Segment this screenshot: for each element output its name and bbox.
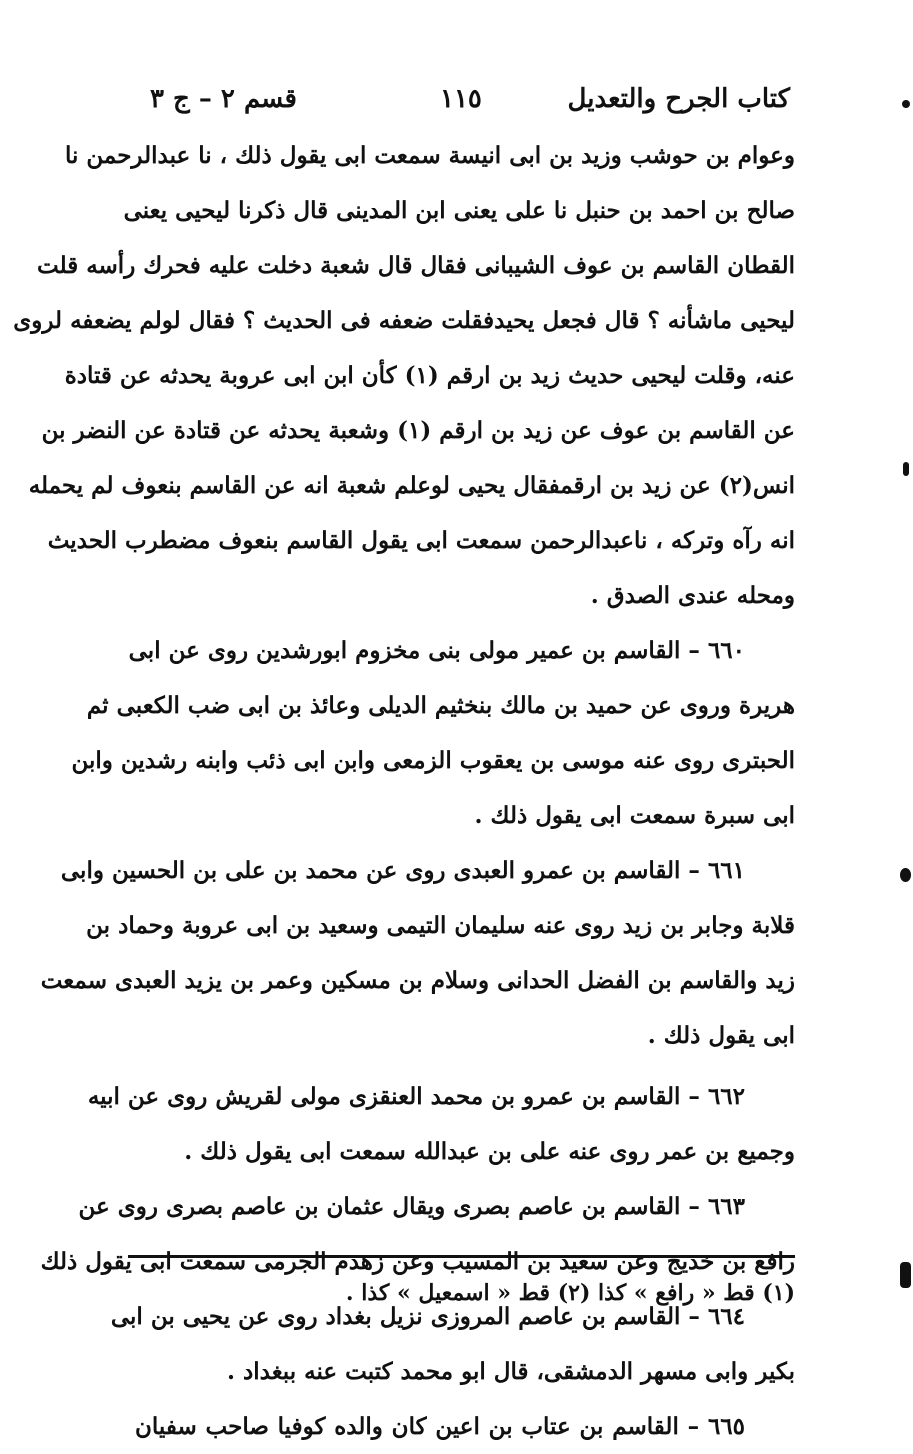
- text-line: رافع بن خديج وعن سعيد بن المسيب وعن زهدم الجرمى سمعت ابى يقول ذلك: [40, 1248, 795, 1275]
- text-line: الحبترى روى عنه موسى بن يعقوب الزمعى وابن ابى ذئب وابنه رشدين وابن: [71, 747, 795, 774]
- text-line: عنه، وقلت ليحيى حديث زيد بن ارقم (١) كأن ابن ابى عروبة يحدثه عن قتادة: [64, 362, 795, 389]
- text-line: صالح بن احمد بن حنبل نا على يعنى ابن المدينى قال ذكرنا ليحيى يعنى: [123, 197, 795, 224]
- volume-label: قسم ٢ – ج ٣: [150, 84, 297, 114]
- footnote-divider: [128, 1255, 795, 1258]
- entry-664: ٦٦٤ – القاسم بن عاصم المروزى نزيل بغداد روى عن يحيى بن ابى: [110, 1303, 745, 1330]
- entry-660: ٦٦٠ – القاسم بن عمير مولى بنى مخزوم ابورشدين روى عن ابى: [128, 637, 745, 664]
- entry-662: ٦٦٢ – القاسم بن عمرو بن محمد العنقزى مولى لقريش روى عن ابيه: [87, 1083, 745, 1110]
- scan-speck-mark: [902, 100, 910, 108]
- text-line: القطان القاسم بن عوف الشيبانى فقال قال شعبة دخلت عليه فحرك رأسه قلت: [37, 252, 795, 279]
- entry-663: ٦٦٣ – القاسم بن عاصم بصرى ويقال عثمان بن عاصم بصرى روى عن: [78, 1193, 745, 1220]
- scan-speck-mark: [900, 1262, 911, 1288]
- entry-665: ٦٦٥ – القاسم بن عتاب بن اعين كان والده كوفيا صاحب سفيان: [135, 1413, 745, 1440]
- text-line: وعوام بن حوشب وزيد بن ابى انيسة سمعت ابى يقول ذلك ، نا عبدالرحمن نا: [64, 142, 795, 169]
- entry-661: ٦٦١ – القاسم بن عمرو العبدى روى عن محمد بن على بن الحسين وابى: [60, 857, 745, 884]
- text-line: ومحله عندى الصدق .: [590, 582, 795, 609]
- text-line: وجميع بن عمر روى عنه على بن عبدالله سمعت ابى يقول ذلك .: [184, 1138, 795, 1165]
- text-line: عن القاسم بن عوف عن زيد بن ارقم (١) وشعبة يحدثه عن قتادة عن النضر بن: [41, 417, 795, 444]
- page-header: [150, 84, 790, 124]
- scan-speck-mark: [903, 462, 909, 476]
- text-line: زيد والقاسم بن الفضل الحدانى وسلام بن مسكين وعمر بن يزيد العبدى سمعت: [40, 967, 795, 994]
- text-line: انس(٢) عن زيد بن ارقمفقال يحيى لوعلم شعبة انه عن القاسم بنعوف لم يحمله: [28, 472, 795, 499]
- text-line: هريرة وروى عن حميد بن مالك بنخثيم الديلى وعائذ بن ابى ضب الكعبى ثم: [86, 692, 795, 719]
- text-line: بكير وابى مسهر الدمشقى، قال ابو محمد كتبت عنه ببغداد .: [226, 1358, 795, 1385]
- text-line: ليحيى ماشأنه ؟ قال فجعل يحيدفقلت ضعفه فى الحديث ؟ فقال لولم يضعفه لروى: [13, 307, 795, 334]
- text-line: انه رآه وتركه ، ناعبدالرحمن سمعت ابى يقول القاسم بنعوف مضطرب الحديث: [47, 527, 795, 554]
- footnote: (١) قط « رافع » كذا (٢) قط « اسمعيل » كذا .: [345, 1280, 795, 1306]
- book-title: كتاب الجرح والتعديل: [567, 84, 790, 114]
- text-line: ابى يقول ذلك .: [647, 1022, 795, 1049]
- text-line: ابى سبرة سمعت ابى يقول ذلك .: [474, 802, 795, 829]
- scan-speck-mark: [900, 868, 911, 882]
- page-number: ١١٥: [440, 84, 482, 114]
- text-line: قلابة وجابر بن زيد روى عنه سليمان التيمى وسعيد بن ابى عروبة وحماد بن: [86, 912, 795, 939]
